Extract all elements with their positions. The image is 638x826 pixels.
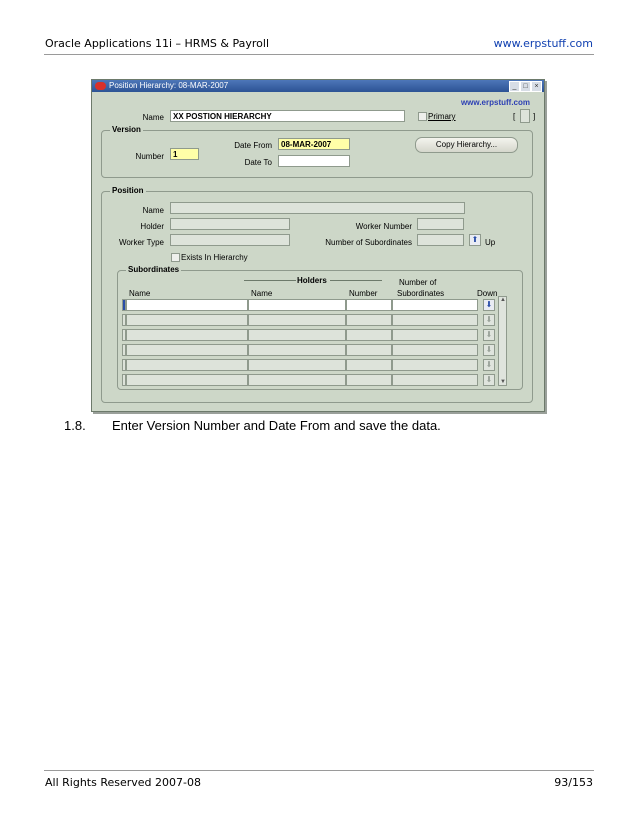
holder-name-cell[interactable]	[248, 329, 346, 341]
holder-number-cell[interactable]	[346, 329, 392, 341]
up-arrow-icon[interactable]: ⬆	[469, 234, 481, 246]
col-name-header: Name	[129, 289, 151, 298]
maximize-icon[interactable]: □	[520, 81, 531, 92]
watermark-text: www.erpstuff.com	[460, 98, 530, 107]
subordinate-name-cell[interactable]	[126, 359, 248, 371]
footer-page-number: 93/153	[554, 776, 593, 789]
down-arrow-icon[interactable]: ⬇	[483, 374, 495, 386]
holder-number-cell[interactable]	[346, 374, 392, 386]
down-arrow-icon[interactable]: ⬇	[483, 359, 495, 371]
exists-in-hierarchy-label: Exists In Hierarchy	[181, 253, 248, 262]
hierarchy-name-field[interactable]: XX POSTION HIERARCHY	[170, 110, 405, 122]
date-from-field[interactable]: 08-MAR-2007	[278, 138, 350, 150]
date-to-label: Date To	[244, 158, 272, 167]
date-to-field[interactable]	[278, 155, 350, 167]
subordinate-name-cell[interactable]	[126, 299, 248, 311]
close-icon[interactable]: ×	[531, 81, 542, 92]
version-number-label: Number	[135, 152, 164, 161]
holder-number-cell[interactable]	[346, 299, 392, 311]
position-hierarchy-window	[91, 79, 545, 412]
step-number: 1.8.	[64, 418, 86, 433]
holder-label: Holder	[140, 222, 164, 231]
down-arrow-icon[interactable]: ⬇	[483, 344, 495, 356]
subordinates-count-cell[interactable]	[392, 359, 478, 371]
subordinate-name-cell[interactable]	[126, 374, 248, 386]
holder-field[interactable]	[170, 218, 290, 230]
down-arrow-icon[interactable]: ⬇	[483, 314, 495, 326]
position-group-title: Position	[112, 186, 144, 195]
holder-name-cell[interactable]	[248, 374, 346, 386]
descriptive-flexfield[interactable]	[520, 109, 530, 123]
subordinates-col-header-1: Number of	[399, 278, 437, 287]
worker-type-field[interactable]	[170, 234, 290, 246]
holder-name-cell[interactable]	[248, 314, 346, 326]
subordinates-count-cell[interactable]	[392, 344, 478, 356]
bracket-close: ]	[533, 112, 536, 121]
name-label: Name	[142, 113, 164, 122]
holder-number-cell[interactable]	[346, 359, 392, 371]
page-header-link[interactable]: www.erpstuff.com	[493, 37, 593, 50]
subordinates-group-title: Subordinates	[128, 265, 180, 274]
holders-rule-right	[330, 280, 382, 281]
version-group-title: Version	[112, 125, 141, 134]
window-titlebar[interactable]	[92, 80, 544, 92]
subordinate-name-cell[interactable]	[126, 344, 248, 356]
header-rule	[44, 54, 594, 55]
position-name-field[interactable]	[170, 202, 465, 214]
holder-number-cell[interactable]	[346, 314, 392, 326]
copy-hierarchy-button[interactable]: Copy Hierarchy...	[415, 137, 518, 153]
subordinates-count-cell[interactable]	[392, 329, 478, 341]
footer-copyright: All Rights Reserved 2007-08	[45, 776, 201, 789]
col-holder-name-header: Name	[251, 289, 273, 298]
bracket-open: [	[513, 112, 516, 121]
subordinates-col-header-2: Subordinates	[397, 289, 445, 298]
version-number-field[interactable]: 1	[170, 148, 199, 160]
date-from-label: Date From	[234, 141, 272, 150]
exists-in-hierarchy-checkbox[interactable]	[171, 253, 180, 262]
worker-type-label: Worker Type	[118, 238, 164, 247]
holder-number-cell[interactable]	[346, 344, 392, 356]
window-title: Position Hierarchy: 08-MAR-2007	[109, 81, 229, 90]
step-caption	[64, 418, 441, 433]
subordinates-count-label: Number of Subordinates	[325, 238, 412, 247]
page-header-title: Oracle Applications 11i – HRMS & Payroll	[45, 37, 269, 50]
step-text: Enter Version Number and Date From and save the data.	[112, 418, 441, 433]
col-number-header: Number	[349, 289, 378, 298]
down-arrow-icon[interactable]: ⬇	[483, 329, 495, 341]
up-label: Up	[485, 238, 496, 247]
col-down-header: Down	[477, 289, 498, 298]
footer-rule	[44, 770, 594, 771]
subordinate-name-cell[interactable]	[126, 314, 248, 326]
worker-number-field[interactable]	[417, 218, 464, 230]
holder-name-cell[interactable]	[248, 299, 346, 311]
subordinates-count-field[interactable]	[417, 234, 464, 246]
subordinates-count-cell[interactable]	[392, 299, 478, 311]
primary-label: Primary	[428, 112, 456, 121]
subordinate-name-cell[interactable]	[126, 329, 248, 341]
subordinates-count-cell[interactable]	[392, 374, 478, 386]
holders-rule-left	[244, 280, 296, 281]
down-arrow-icon[interactable]: ⬇	[483, 299, 495, 311]
position-name-label: Name	[142, 206, 164, 215]
minimize-icon[interactable]: _	[509, 81, 520, 92]
scroll-up-icon: ▲	[500, 297, 506, 303]
holder-name-cell[interactable]	[248, 359, 346, 371]
subordinates-scrollbar[interactable]	[498, 296, 507, 386]
holders-label: Holders	[297, 276, 327, 285]
subordinates-count-cell[interactable]	[392, 314, 478, 326]
holder-name-cell[interactable]	[248, 344, 346, 356]
oracle-logo-icon	[95, 82, 106, 90]
worker-number-label: Worker Number	[355, 222, 412, 231]
primary-checkbox[interactable]	[418, 112, 427, 121]
scroll-down-icon: ▼	[500, 379, 506, 385]
